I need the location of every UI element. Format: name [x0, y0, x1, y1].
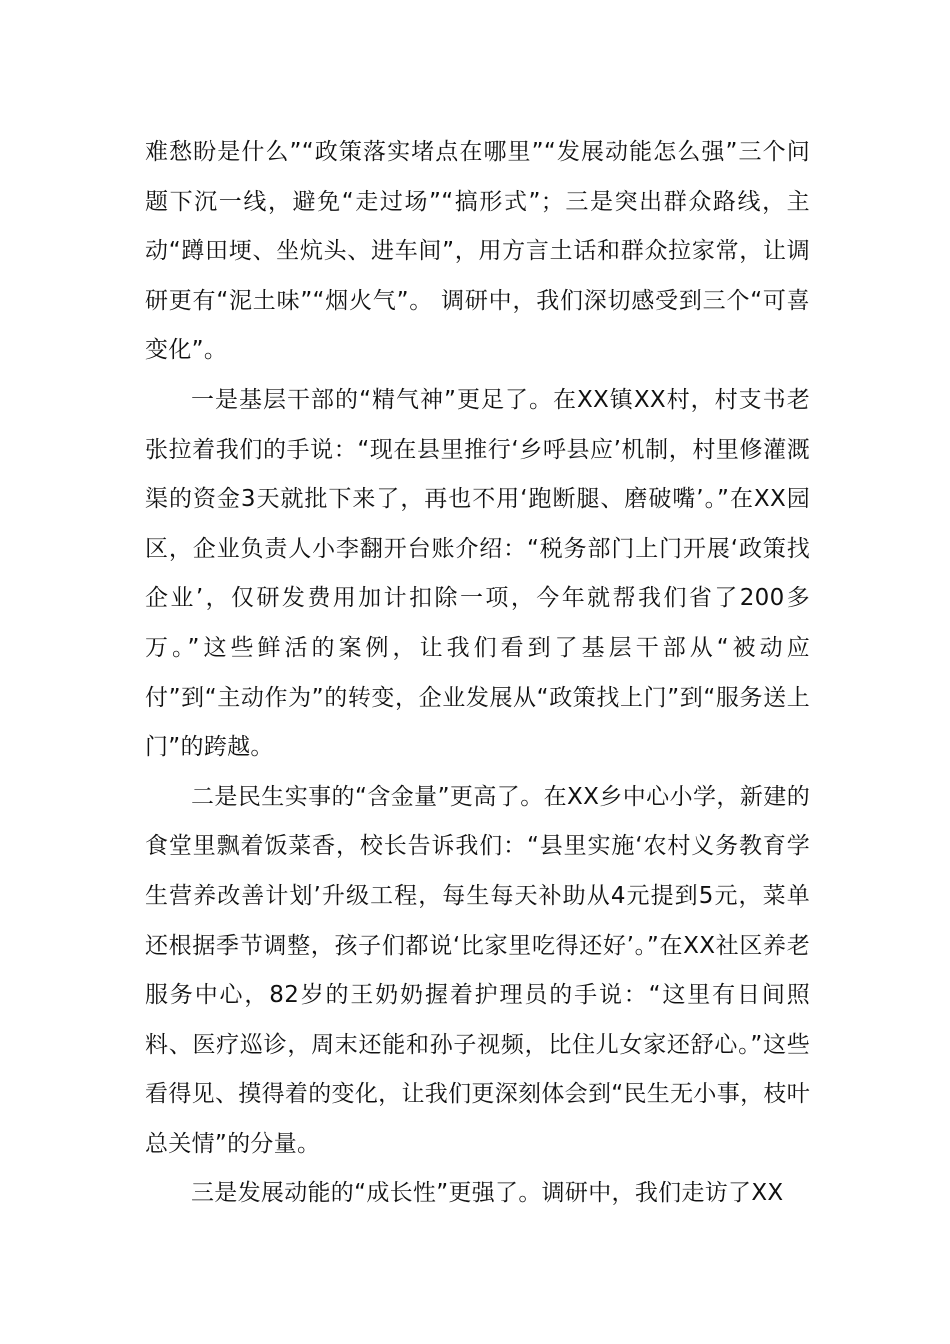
paragraph-3: 二是民生实事的“含金量”更高了。在XX乡中心小学，新建的食堂里飘着饭菜香，校长告诉我们：“县里实施‘农村义务教育学生营养改善计划’升级工程，每生每天补助从4元提到5元，菜单还根据季节调整，孩子们都说‘比家里吃得还好’。”在XX社区养老服务中心，82岁的王奶奶握着护理员的手说：“这里有日间照料、医疗巡诊，周末还能和孙子视频，比住儿女家还舒心。”这些看得见、摸得着的变化，让我们更深刻体会到“民生无小事，枝叶总关情”的分量。	[145, 783, 810, 1157]
paragraph-4: 三是发展动能的“成长性”更强了。调研中，我们走访了XX	[191, 1180, 784, 1207]
paragraph-1: 难愁盼是什么”“政策落实堵点在哪里”“发展动能怎么强”三个问题下沉一线，避免“走过场”“搞形式”；三是突出群众路线，主动“蹲田埂、坐炕头、进车间”，用方言土话和群众拉家常，让调研更有“泥土味”“烟火气”。 调研中，我们深切感受到三个“可喜变化”。	[145, 139, 810, 364]
paragraph-2: 一是基层干部的“精气神”更足了。在XX镇XX村，村支书老张拉着我们的手说：“现在县里推行‘乡呼县应’机制，村里修灌溉渠的资金3天就批下来了，再也不用‘跑断腿、磨破嘴’。”在XX园区，企业负责人小李翻开台账介绍：“税务部门上门开展‘政策找企业’，仅研发费用加计扣除一项，今年就帮我们省了200多万。”这些鲜活的案例，让我们看到了基层干部从“被动应付”到“主动作为”的转变，企业发展从“政策找上门”到“服务送上门”的跨越。	[145, 386, 810, 761]
body-text	[145, 128, 810, 1219]
